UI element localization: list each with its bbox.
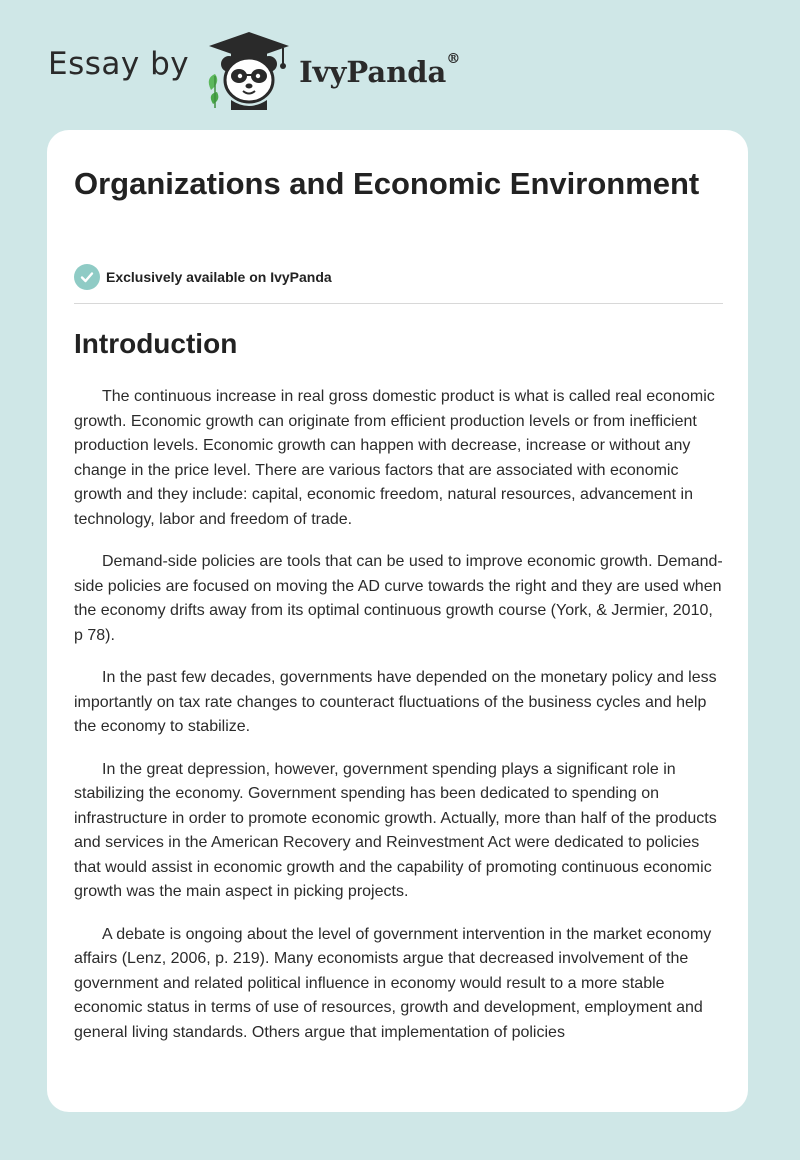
paragraph: Demand-side policies are tools that can be used to improve economic growth. Demand-side policies are focused on moving the AD curve towards the right and they are used when the economy drifts away from its optimal continuous growth course (York, & Jermier, 2010, p 78). — [74, 553, 723, 644]
title-divider — [74, 303, 723, 304]
exclusive-badge — [74, 264, 332, 290]
check-mark-icon — [80, 270, 94, 284]
essay-body — [74, 385, 724, 1063]
essay-title: Organizations and Economic Environment — [74, 166, 700, 201]
paragraph: A debate is ongoing about the level of government intervention in the market economy affairs (Lenz, 2006, p. 219). Many economists argue that decreased involvement of the government and related political influence in economy would result to a more stable economic status in terms of use of resources, growth and development, employment and general living standards. Others argue that implementation of policies — [74, 925, 712, 1041]
essay-by-label: Essay by — [48, 46, 190, 82]
section-heading-introduction: Introduction — [74, 328, 238, 359]
registered-mark: ® — [446, 51, 461, 67]
brand-name — [299, 51, 461, 89]
check-circle-icon — [74, 264, 100, 290]
paragraph: In the great depression, however, government spending plays a significant role in stabilizing the economy. Government spending has been dedicated to spending on infrastructure in order to promote economic growth. Actually, more than half of the products and services in the American Recovery and Reinvestment Act were dedicated to policies that would assist in economic growth and the capability of promoting continuous economic growth was the main aspect in picking projects. — [74, 760, 717, 900]
exclusive-label: Exclusively available on IvyPanda — [106, 269, 332, 285]
paragraph: In the past few decades, governments have depended on the monetary policy and less importantly on tax rate changes to counteract fluctuations of the business cycles and help the economy to stabilize. — [74, 669, 717, 735]
panda-graduation-cap-icon — [203, 30, 295, 110]
paragraph: The continuous increase in real gross domestic product is what is called real economic growth. Economic growth can originate from efficient production levels or from inefficient production levels. Economic growth can happen with decrease, increase or without any change in the price level. There are various factors that are associated with economic growth and they include: capital, economic freedom, natural resources, advancement in technology, labor and freedom of trade. — [74, 388, 715, 528]
essay-card — [47, 130, 748, 1112]
brand-text: IvyPanda — [299, 55, 447, 89]
site-header[interactable] — [48, 30, 460, 110]
